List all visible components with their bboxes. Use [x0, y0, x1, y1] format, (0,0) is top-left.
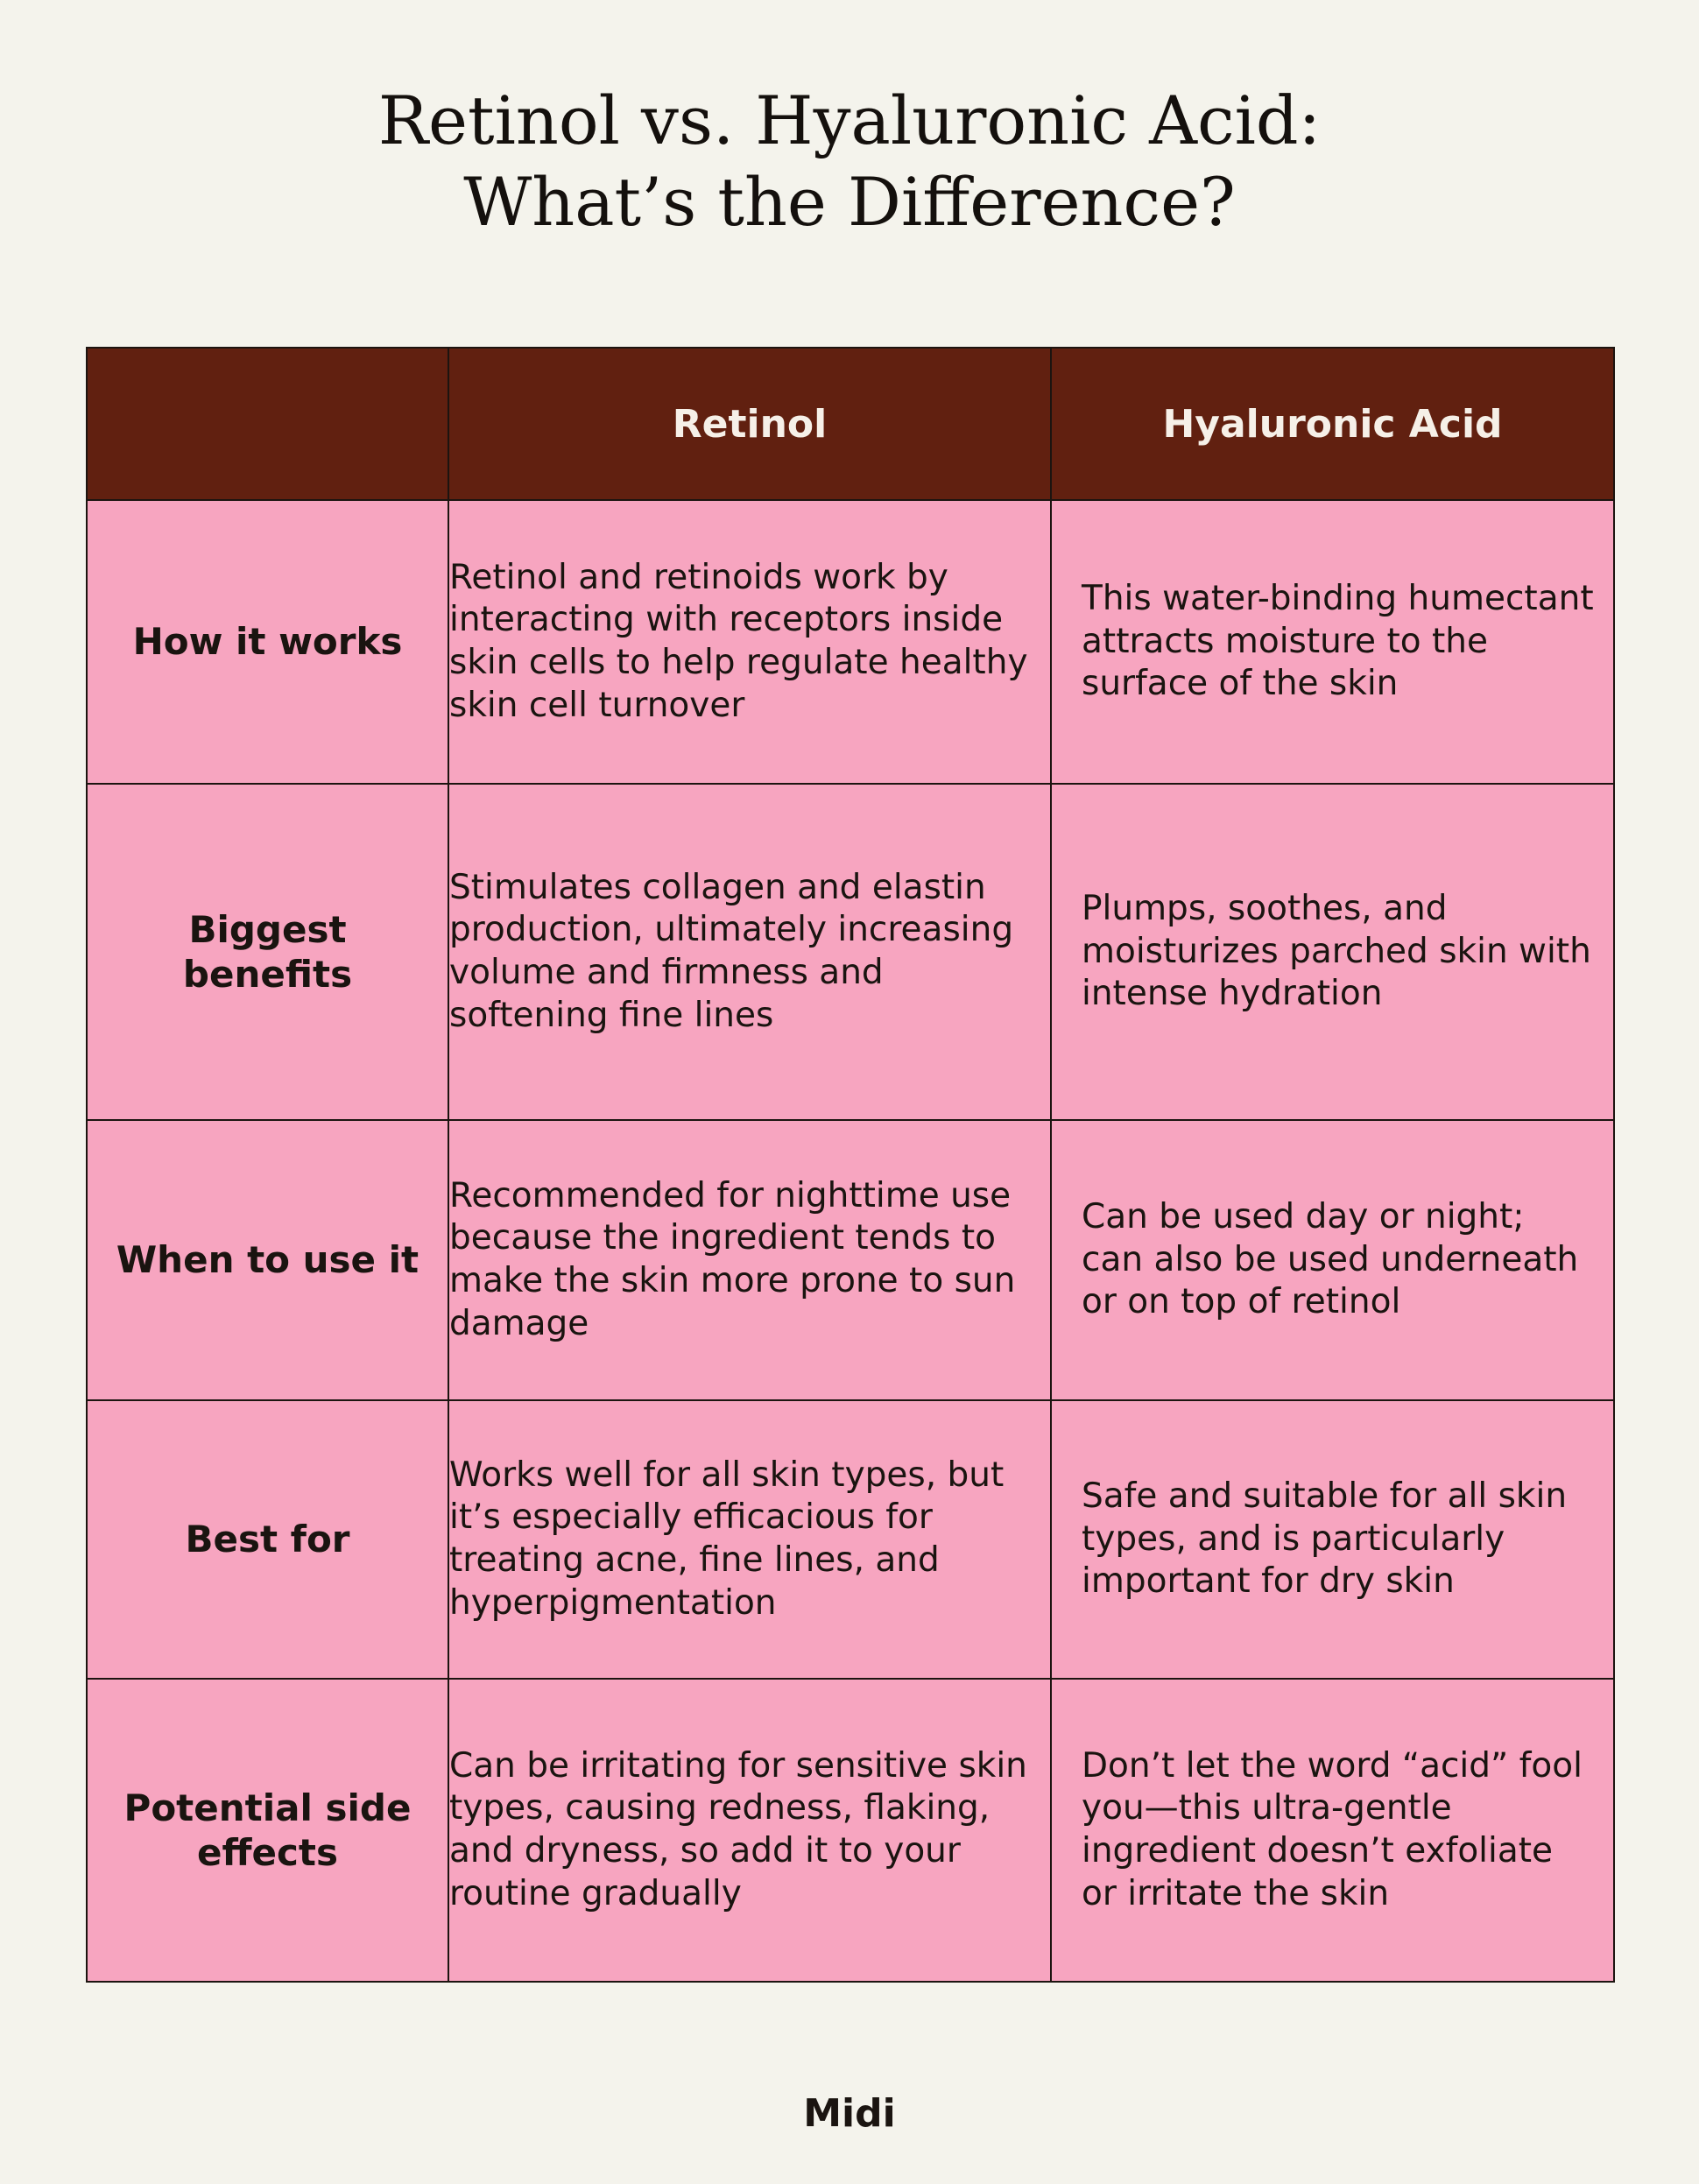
row-label-when-to-use-it: When to use it	[87, 1120, 448, 1400]
cell-hyaluronic-potential-side-effects: Don’t let the word “acid” fool you—this ultra-gentle ingredient doesn’t exfoliate or irritate the skin	[1051, 1679, 1614, 1982]
header-empty	[87, 348, 448, 500]
row-label-how-it-works: How it works	[87, 500, 448, 784]
table-header-row	[87, 348, 1614, 500]
title-line-2: What’s the Difference?	[463, 162, 1236, 241]
table-row	[87, 1679, 1614, 1982]
table-row	[87, 500, 1614, 784]
cell-hyaluronic-biggest-benefits: Plumps, soothes, and moisturizes parched skin with intense hydration	[1051, 784, 1614, 1120]
title-line-1: Retinol vs. Hyaluronic Acid:	[377, 81, 1322, 159]
row-label-biggest-benefits-text: Biggest benefits	[182, 907, 353, 996]
header-hyaluronic-acid: Hyaluronic Acid	[1051, 348, 1614, 500]
cell-retinol-best-for: Works well for all skin types, but it’s especially efficacious for treating acne, fine lines, and hyperpigmentation	[448, 1400, 1051, 1679]
row-label-potential-side-effects-text: Potential side effects	[123, 1786, 412, 1874]
row-label-best-for: Best for	[87, 1400, 448, 1679]
table-row	[87, 784, 1614, 1120]
cell-retinol-how-it-works: Retinol and retinoids work by interacting with receptors inside skin cells to help regulate healthy skin cell turnover	[448, 500, 1051, 784]
comparison-table	[86, 347, 1615, 1983]
cell-hyaluronic-best-for: Safe and suitable for all skin types, and is particularly important for dry skin	[1051, 1400, 1614, 1679]
page-title	[0, 81, 1699, 243]
row-label-potential-side-effects	[87, 1679, 448, 1982]
cell-retinol-biggest-benefits: Stimulates collagen and elastin production, ultimately increasing volume and firmness and softening fine lines	[448, 784, 1051, 1120]
cell-hyaluronic-when-to-use-it: Can be used day or night; can also be used underneath or on top of retinol	[1051, 1120, 1614, 1400]
header-retinol: Retinol	[448, 348, 1051, 500]
brand-logo: Midi	[803, 2091, 896, 2136]
table-row	[87, 1120, 1614, 1400]
table-row	[87, 1400, 1614, 1679]
cell-retinol-when-to-use-it: Recommended for nighttime use because the ingredient tends to make the skin more prone to sun damage	[448, 1120, 1051, 1400]
row-label-biggest-benefits	[87, 784, 448, 1120]
cell-retinol-potential-side-effects: Can be irritating for sensitive skin types, causing redness, flaking, and dryness, so add it to your routine gradually	[448, 1679, 1051, 1982]
cell-hyaluronic-how-it-works: This water-binding humectant attracts moisture to the surface of the skin	[1051, 500, 1614, 784]
